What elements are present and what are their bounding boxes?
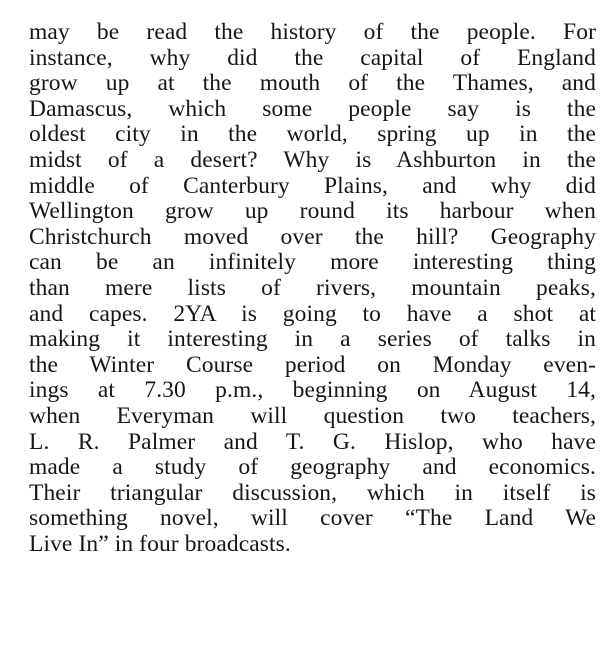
text-line: than mere lists of rivers, mountain peaks,: [29, 274, 596, 301]
text-line: Christchurch moved over the hill? Geography: [29, 223, 596, 250]
article-body: [29, 20, 596, 557]
text-line: making it interesting in a series of talks in: [29, 326, 596, 353]
text-line: Damascus, which some people say is the: [29, 95, 596, 122]
text-line: made a study of geography and economics.: [29, 454, 596, 481]
text-line: middle of Canterbury Plains, and why did: [29, 172, 596, 199]
text-line: L. R. Palmer and T. G. Hislop, who have: [29, 428, 596, 455]
text-line: midst of a desert? Why is Ashburton in the: [29, 146, 596, 173]
text-line: Live In” in four broadcasts.: [29, 530, 291, 557]
text-line: and capes. 2YA is going to have a shot at: [29, 300, 596, 327]
text-line: can be an infinitely more interesting thing: [29, 249, 596, 276]
text-line: may be read the history of the people. For: [29, 19, 596, 45]
text-line: Wellington grow up round its harbour when: [29, 198, 596, 225]
text-line: instance, why did the capital of England: [29, 44, 596, 71]
text-line: grow up at the mouth of the Thames, and: [29, 70, 596, 97]
text-line: something novel, will cover “The Land We: [29, 505, 596, 532]
text-line: the Winter Course period on Monday even-: [29, 351, 596, 378]
text-line: oldest city in the world, spring up in the: [29, 121, 596, 148]
text-line: Their triangular discussion, which in itself is: [29, 479, 596, 506]
text-line: ings at 7.30 p.m., beginning on August 14,: [29, 377, 596, 404]
text-line: when Everyman will question two teachers,: [29, 402, 596, 429]
